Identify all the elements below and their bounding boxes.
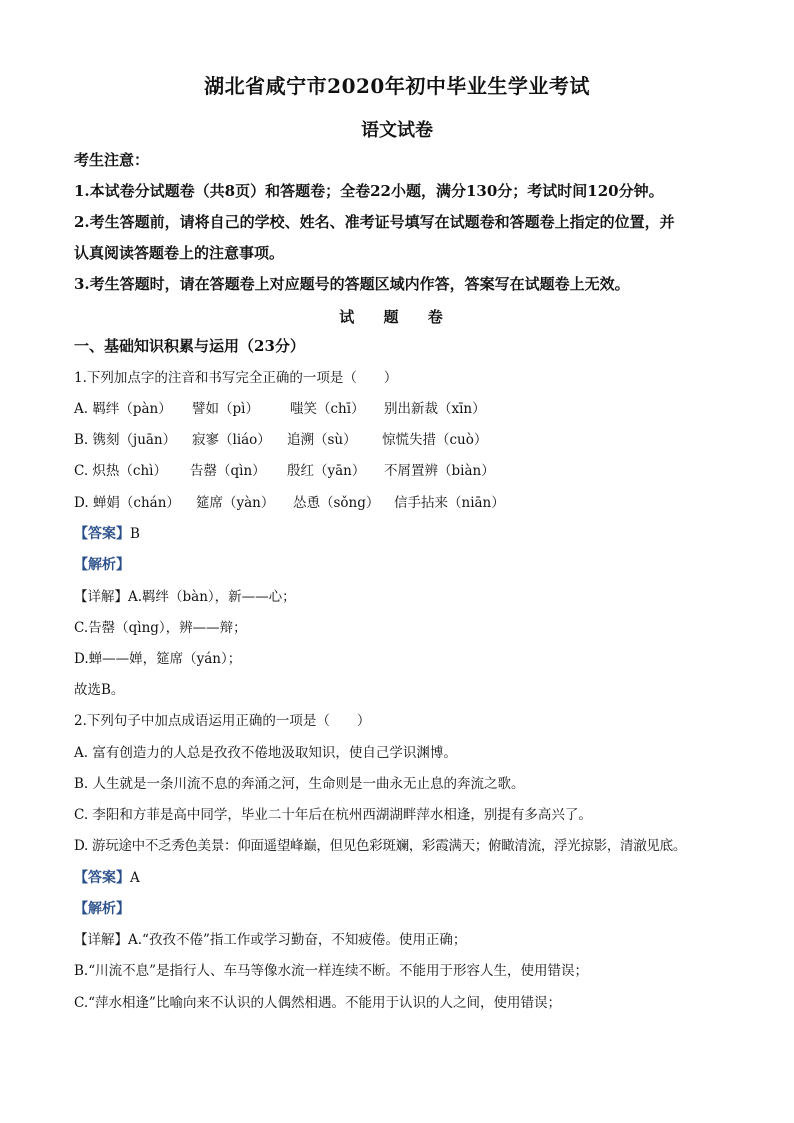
q2-option-c: C. 李阳和方菲是高中同学，毕业二十年后在杭州西湖湖畔萍水相逢，别提有多高兴了。 xyxy=(74,807,592,823)
q1-a-3: 嗤笑（chī） xyxy=(290,401,365,417)
q2-option-b: B. 人生就是一条川流不息的奔涌之河，生命则是一曲永无止息的奔流之歌。 xyxy=(74,776,525,792)
q2-option-d: D. 游玩途中不乏秀色美景：仰面遥望峰巅，但见色彩斑斓，彩霞满天；俯瞰清流，浮光掠影，清澈见底。 xyxy=(74,838,687,854)
q2-stem: 2.下列句子中加点成语运用正确的一项是（ ） xyxy=(74,713,371,729)
q2-analysis-tag: 【解析】 xyxy=(74,901,130,917)
q1-stem: 1.下列加点字的注音和书写完全正确的一项是（ ） xyxy=(74,370,398,386)
q1-answer-value: B xyxy=(130,526,140,542)
q1-answer-tag: 【答案】 xyxy=(74,526,130,542)
notice-item-3: 3.考生答题时，请在答题卷上对应题号的答题区域内作答，答案写在试题卷上无效。 xyxy=(74,275,630,293)
section-title: 试 题 卷 xyxy=(339,308,455,326)
q1-c-2: 告罄（qìn） xyxy=(190,463,266,479)
q1-detail-3: D.蝉——婵，筵席（yán）； xyxy=(74,651,242,667)
q1-d-3: 怂恿（sǒng） xyxy=(293,495,380,511)
q2-option-a: A. 富有创造力的人总是孜孜不倦地汲取知识，使自己学识渊博。 xyxy=(74,745,457,761)
q2-detail-2: B.“川流不息”是指行人、车马等像水流一样连续不断。不能用于形容人生，使用错误； xyxy=(74,963,589,979)
q1-d-4: 信手拈来（niān） xyxy=(394,495,505,511)
q1-d-1: D. 蝉娟（chán） xyxy=(74,495,180,511)
q1-b-2: 寂寥（liáo） xyxy=(192,432,271,448)
q2-answer-row xyxy=(74,869,140,887)
section-1-heading: 一、基础知识积累与运用（23分） xyxy=(74,337,305,355)
q1-c-3: 殷红（yān） xyxy=(287,463,366,479)
q2-answer-tag: 【答案】 xyxy=(74,870,130,886)
q1-detail-4: 故选B。 xyxy=(74,682,125,698)
q1-answer-row xyxy=(74,525,140,543)
q2-answer-value: A xyxy=(130,870,140,886)
exam-subtitle: 语文试卷 xyxy=(361,120,433,141)
notice-item-2: 2.考生答题前，请将自己的学校、姓名、准考证号填写在试题卷和答题卷上指定的位置，并 xyxy=(74,213,675,231)
q1-b-1: B. 镌刻（juān） xyxy=(74,432,177,448)
q1-detail-1: 【详解】A.羁绊（bàn），新——心； xyxy=(74,589,296,605)
q1-detail-2: C.告罄（qìng），辨——辩； xyxy=(74,620,247,636)
q1-analysis-row xyxy=(74,556,130,574)
q1-b-4: 惊慌失措（cuò） xyxy=(382,432,488,448)
q2-detail-1: 【详解】A.“孜孜不倦”指工作或学习勤奋，不知疲倦。使用正确； xyxy=(74,932,467,948)
notice-item-2-cont: 认真阅读答题卷上的注意事项。 xyxy=(74,244,285,262)
q1-b-3: 追溯（sù） xyxy=(287,432,357,448)
notice-heading: 考生注意： xyxy=(74,151,150,169)
notice-item-1: 1.本试卷分试题卷（共8页）和答题卷；全卷22小题，满分130分；考试时间120分钟。 xyxy=(74,182,664,200)
q1-a-1: A. 羁绊（pàn） xyxy=(74,401,172,417)
q1-a-4: 别出新裁（xīn） xyxy=(384,401,486,417)
q2-detail-3: C.“萍水相逢”比喻向来不认识的人偶然相遇。不能用于认识的人之间，使用错误； xyxy=(74,995,561,1011)
q2-analysis-row xyxy=(74,900,130,918)
q1-a-2: 譬如（pì） xyxy=(192,401,259,417)
q1-c-1: C. 炽热（chì） xyxy=(74,463,168,479)
exam-title: 湖北省咸宁市2020年初中毕业生学业考试 xyxy=(204,74,590,98)
q1-c-4: 不屑置辨（biàn） xyxy=(384,463,495,479)
q1-analysis-tag: 【解析】 xyxy=(74,557,130,573)
q1-d-2: 筵席（yàn） xyxy=(196,495,275,511)
